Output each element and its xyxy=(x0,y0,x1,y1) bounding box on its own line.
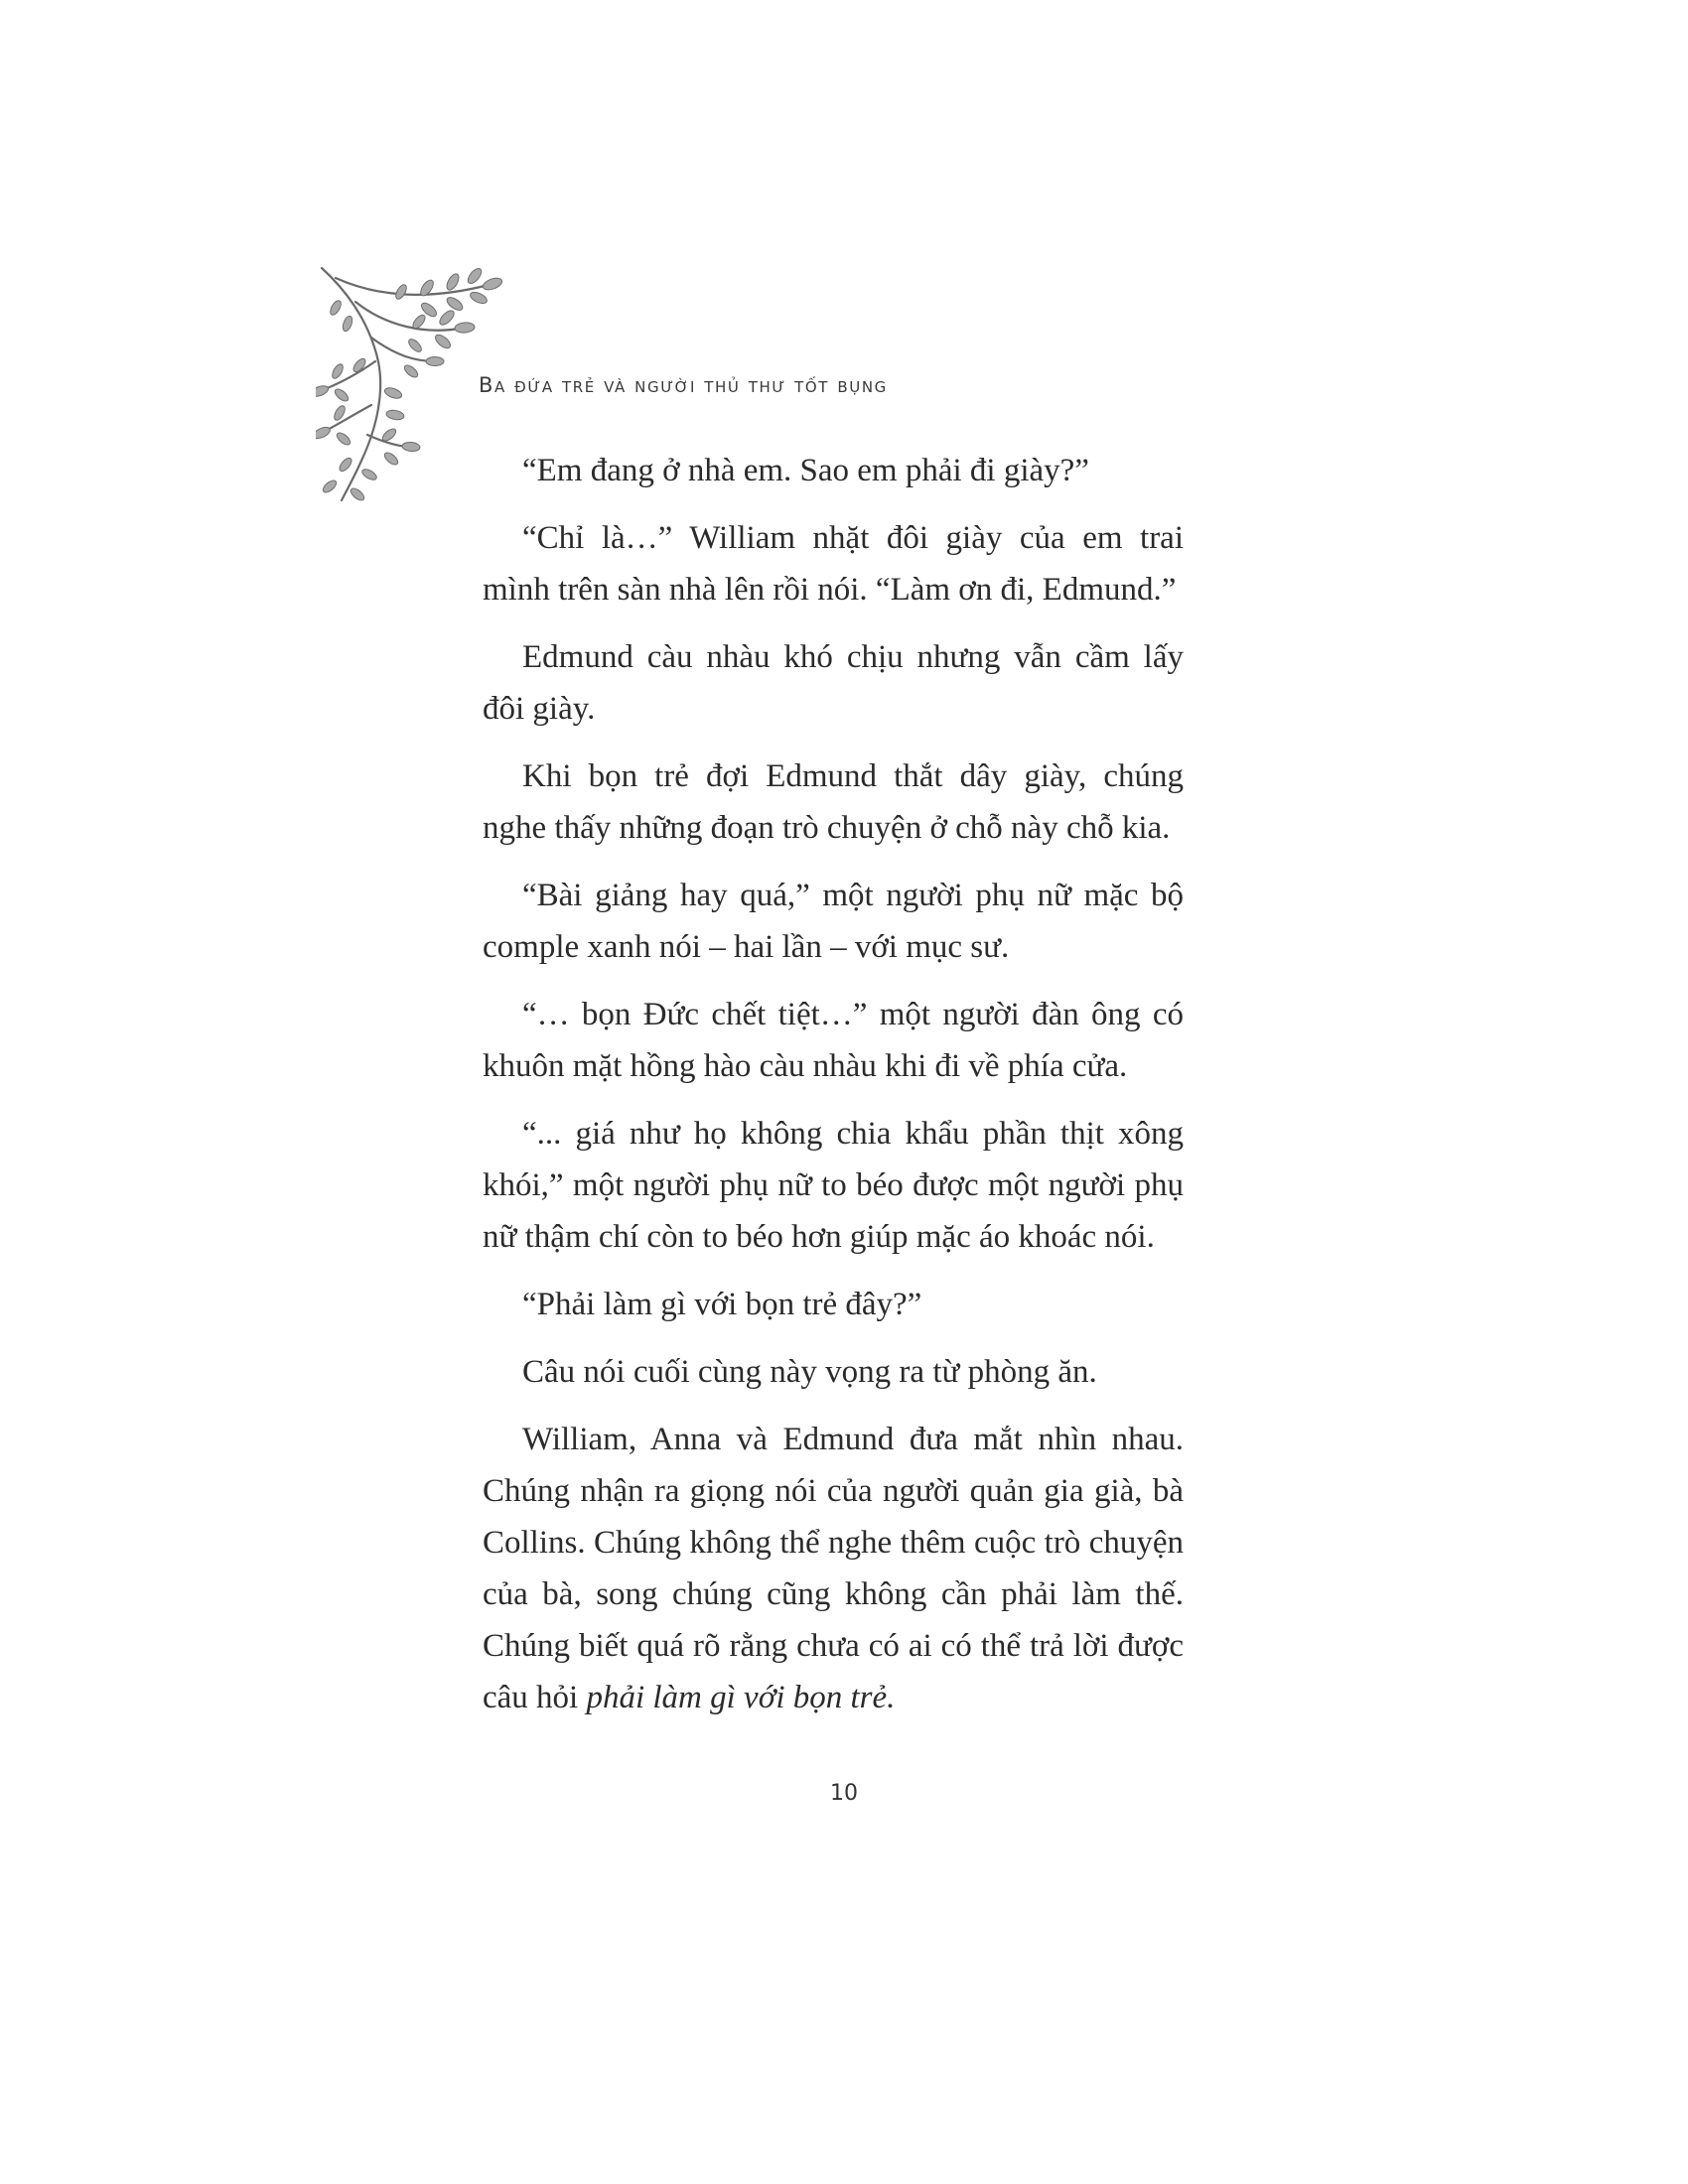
paragraph-final xyxy=(483,1414,1184,1723)
paragraph: “Chỉ là…” William nhặt đôi giày của em trai mình trên sàn nhà lên rồi nói. “Làm ơn đi, Edmund.” xyxy=(483,520,1184,608)
running-header xyxy=(479,373,888,397)
paragraph: “… bọn Đức chết tiệt…” một người đàn ông có khuôn mặt hồng hào càu nhàu khi đi về phía cửa. xyxy=(483,997,1184,1084)
paragraph: Khi bọn trẻ đợi Edmund thắt dây giày, chúng nghe thấy những đoạn trò chuyện ở chỗ này chỗ kia. xyxy=(483,758,1184,846)
paragraph: “Em đang ở nhà em. Sao em phải đi giày?” xyxy=(522,453,1089,488)
paragraph: “... giá như họ không chia khẩu phần thịt xông khói,” một người phụ nữ to béo được một người phụ nữ thậm chí còn to béo hơn giúp mặc áo khoác nói. xyxy=(483,1116,1184,1255)
italic-phrase: phải làm gì với bọn trẻ. xyxy=(586,1680,896,1715)
body-text xyxy=(483,445,1184,1739)
page-number: 10 xyxy=(830,1781,858,1806)
running-header-title: Ba đứa trẻ và người thủ thư tốt bụng xyxy=(479,373,888,397)
paragraph-final-text: William, Anna và Edmund đưa mắt nhìn nhau. Chúng nhận ra giọng nói của người quản gia già, bà Collins. Chúng không thể nghe thêm cuộc trò chuyện của bà, song chúng cũng không cần phải làm thế. Chúng biết quá rõ rằng chưa có ai có thể trả lời được câu hỏi xyxy=(483,1422,1184,1715)
paragraph: Edmund càu nhàu khó chịu nhưng vẫn cầm lấy đôi giày. xyxy=(483,639,1184,727)
paragraph: “Bài giảng hay quá,” một người phụ nữ mặc bộ comple xanh nói – hai lần – với mục sư. xyxy=(483,878,1184,965)
paragraph: “Phải làm gì với bọn trẻ đây?” xyxy=(522,1287,922,1322)
paragraph: Câu nói cuối cùng này vọng ra từ phòng ăn. xyxy=(522,1354,1097,1390)
